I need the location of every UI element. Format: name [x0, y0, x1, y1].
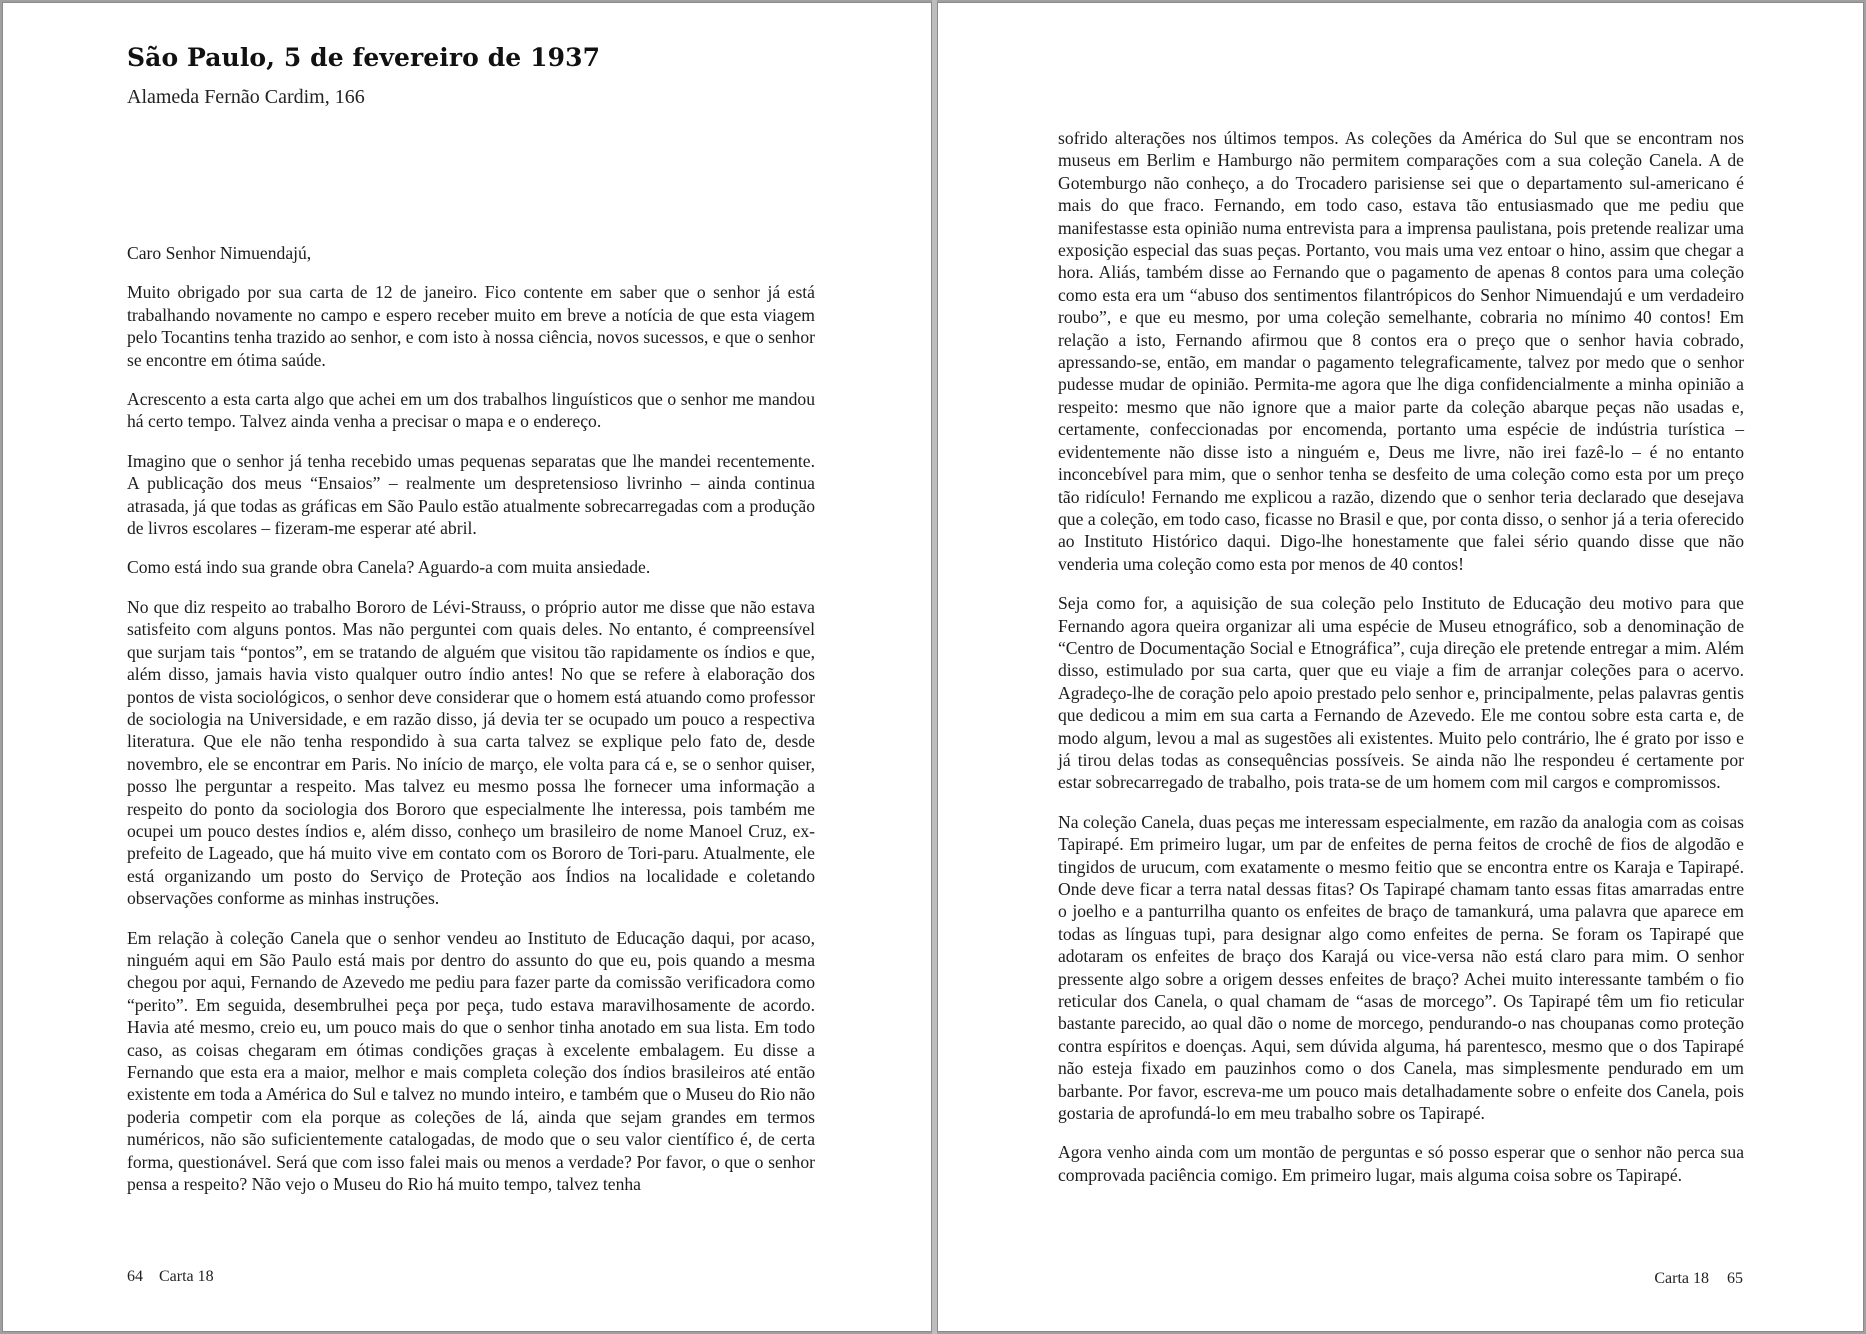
paragraph: No que diz respeito ao trabalho Bororo de Lévi-Strauss, o próprio autor me disse que não estava satisfeito com alguns pontos. Mas não perguntei com quais deles. No entanto, é compreensível que surjam tais “pontos”, em se tratando de alguém que visitou tão rapidamente os índios e que, além disso, jamais havia visto qualquer outro índio antes! No que se refere à elaboração dos pontos de vista sociológicos, o senhor deve considerar que o homem está atuando como professor de sociologia na Universidade, e em razão disso, já devia ter se ocupado um pouco a respectiva literatura. Que ele não tenha respondido à sua carta talvez se explique pelo fato de, desde novembro, ele se encontrar em Paris. No início de março, ele volta para cá e, se o senhor quiser, posso lhe perguntar a respeito. Mas talvez eu mesmo possa lhe fornecer uma informação a respeito do ponto da sociologia dos Bororo que especialmente lhe interessa, pois também me ocupei um pouco destes índios e, além disso, conheço um brasileiro de nome Manoel Cruz, ex-prefeito de Lageado, que há muito vive em contato com os Bororo de Tori-paru. Atualmente, ele está organizando um posto do Serviço de Proteção aos Índios na localidade e coletando observações conforme as minhas instruções.: [127, 596, 815, 909]
left-page-body: [127, 242, 815, 1195]
paragraph: Imagino que o senhor já tenha recebido umas pequenas separatas que lhe mandei recentemente. A publicação dos meus “Ensaios” – realmente um despretensioso livrinho – ainda continua atrasada, já que todas as gráficas em São Paulo estão atualmente sobrecarregadas com a produção de livros escolares – fizeram-me esperar até abril.: [127, 450, 815, 539]
page-number: 65: [1727, 1270, 1743, 1287]
running-footer: Carta 18: [159, 1268, 214, 1285]
page-number: 64: [127, 1268, 143, 1285]
letter-address: Alameda Fernão Cardim, 166: [127, 86, 365, 108]
paragraph: Agora venho ainda com um montão de perguntas e só posso esperar que o senhor não perca sua comprovada paciência comigo. Em primeiro lugar, mais alguma coisa sobre os Tapirapé.: [1058, 1142, 1744, 1185]
salutation: Caro Senhor Nimuendajú,: [127, 243, 312, 263]
paragraph: Como está indo sua grande obra Canela? Aguardo-a com muita ansiedade.: [127, 557, 651, 578]
right-page-body: [1058, 127, 1744, 1186]
left-page: [2, 2, 932, 1332]
letter-heading: São Paulo, 5 de fevereiro de 1937: [127, 43, 601, 72]
paragraph: Muito obrigado por sua carta de 12 de janeiro. Fico contente em saber que o senhor já está trabalhando novamente no campo e espero receber muito em breve a notícia de que esta viagem pelo Tocantins tenha trazido ao senhor, e com isto à nossa ciência, novos sucessos, e que o senhor se encontre em ótima saúde.: [127, 282, 815, 370]
left-page-footer: [127, 1268, 214, 1286]
paragraph: Seja como for, a aquisição de sua coleção pelo Instituto de Educação deu motivo para que Fernando agora queira organizar ali uma espécie de Museu etnográfico, sob a denominação de “Centro de Documentação Social e Etnográfica”, cuja direção ele pretende entregar a mim. Além disso, estimulado por sua carta, quer que eu viaje a fim de arranjar coleções para o acervo. Agradeço-lhe de coração pelo apoio prestado pelo senhor e, principalmente, pelas palavras gentis que dedicou a mim em sua carta a Fernando de Azevedo. Ele me contou sobre esta carta e, de modo algum, levou a mal as sugestões ali existentes. Muito pelo contrário, lhe é grato por isso e já tirou delas todas as consequências possíveis. Se ainda não lhe respondeu é certamente por estar sobrecarregado de trabalho, pois trata-se de um homem com mil cargos e compromissos.: [1058, 593, 1744, 793]
right-page: [937, 2, 1864, 1332]
right-page-footer: [1654, 1270, 1743, 1288]
paragraph: Acrescento a esta carta algo que achei em um dos trabalhos linguísticos que o senhor me mandou há certo tempo. Talvez ainda venha a precisar o mapa e o endereço.: [127, 389, 815, 432]
running-footer: Carta 18: [1654, 1270, 1709, 1287]
paragraph: Em relação à coleção Canela que o senhor vendeu ao Instituto de Educação daqui, por acaso, ninguém aqui em São Paulo está mais por dentro do assunto do que eu, pois quando a mesma chegou por aqui, Fernando de Azevedo me pediu para fazer parte da comissão verificadora como “perito”. Em seguida, desembrulhei peça por peça, tudo estava maravilhosamente de acordo. Havia até mesmo, creio eu, um pouco mais do que o senhor tinha anotado em sua lista. Em todo caso, as coisas chegaram em ótimas condições graças à excelente embalagem. Eu disse a Fernando que esta era a maior, melhor e mais completa coleção dos índios brasileiros até então existente em toda a América do Sul e talvez no mundo inteiro, e também que o Museu do Rio não poderia competir com ela porque as coleções de lá, ainda que sejam grandes em termos numéricos, não são suficientemente catalogadas, de modo que o seu valor científico é, de certa forma, questionável. Será que com isso falei mais ou menos a verdade? Por favor, o que o senhor pensa a respeito? Não vejo o Museu do Rio há muito tempo, talvez tenha: [127, 927, 815, 1195]
paragraph: sofrido alterações nos últimos tempos. As coleções da América do Sul que se encontram nos museus em Berlim e Hamburgo não permitem comparações com a sua coleção Canela. A de Gotemburgo não conheço, a do Trocadero parisiense sei que o departamento sul-americano é mais do que fraco. Fernando, em todo caso, estava tão entusiasmado que me pediu que manifestasse esta opinião numa entrevista para a imprensa paulistana, pois pretende realizar uma exposição especial das suas peças. Portanto, vou mais uma vez entoar o hino, assim que chegar a hora. Aliás, também disse ao Fernando que o pagamento de apenas 8 contos para uma coleção como esta era um “abuso dos sentimentos filantrópicos do Senhor Nimuendajú e um verdadeiro roubo”, e que eu mesmo, por uma coleção semelhante, cobraria no mínimo 40 contos! Em relação a isto, Fernando afirmou que 8 contos era o preço que o senhor havia cobrado, apressando-se, então, em mandar o pagamento telegraficamente, talvez por medo que o senhor pudesse mudar de opinião. Permita-me agora que lhe diga confidencialmente a minha opinião a respeito: mesmo que não ignore que a maior parte da coleção abarque peças não usadas e, certamente, confeccionadas por encomenda, portanto uma espécie de indústria turística – evidentemente não disse isto a ninguém e, Deus me livre, não irei fazê-lo – é no entanto inconcebível para mim, que o senhor tenha se desfeito de uma coleção como esta por um preço tão ridículo! Fernando me explicou a razão, dizendo que o senhor teria declarado que desejava que a coleção, em todo caso, ficasse no Brasil e que, por conta disso, o senhor já a teria oferecido ao Instituto Histórico daqui. Digo-lhe honestamente que falei sério quando disse que não venderia uma coleção como esta por menos de 40 contos!: [1058, 128, 1744, 574]
paragraph: Na coleção Canela, duas peças me interessam especialmente, em razão da analogia com as coisas Tapirapé. Em primeiro lugar, um par de enfeites de perna feitos de crochê de fios de algodão e tingidos de urucum, com exatamente o mesmo feitio que se encontra entre os Karaja e Tapirapé. Onde deve ficar a terra natal dessas fitas? Os Tapirapé chamam tanto essas fitas amarradas entre o joelho e a panturrilha quanto os enfeites de braço de tamankurá, uma palavra que aparece em todas as línguas tupi, para designar algo como enfeites de perna. Se foram os Tapirapé que adotaram os enfeites de braço dos Karajá ou vice-versa não está claro para mim. O senhor pressente algo sobre a origem desses enfeites de braço? Achei muito interessante também o fio reticular dos Canela, o qual chamam de “asas de morcego”. Os Tapirapé têm um fio reticular bastante parecido, ao qual dão o nome de morcego, pendurando-o nas choupanas como proteção contra espíritos e doenças. Aqui, sem dúvida alguma, há parentesco, mesmo que o dos Tapirapé não esteja fixado em pauzinhos como o dos Canela, mas simplesmente pendurado em um barbante. Por favor, escreva-me um pouco mais detalhadamente sobre o enfeite dos Canela, pois gostaria de aprofundá-lo em meu trabalho sobre os Tapirapé.: [1058, 811, 1744, 1124]
